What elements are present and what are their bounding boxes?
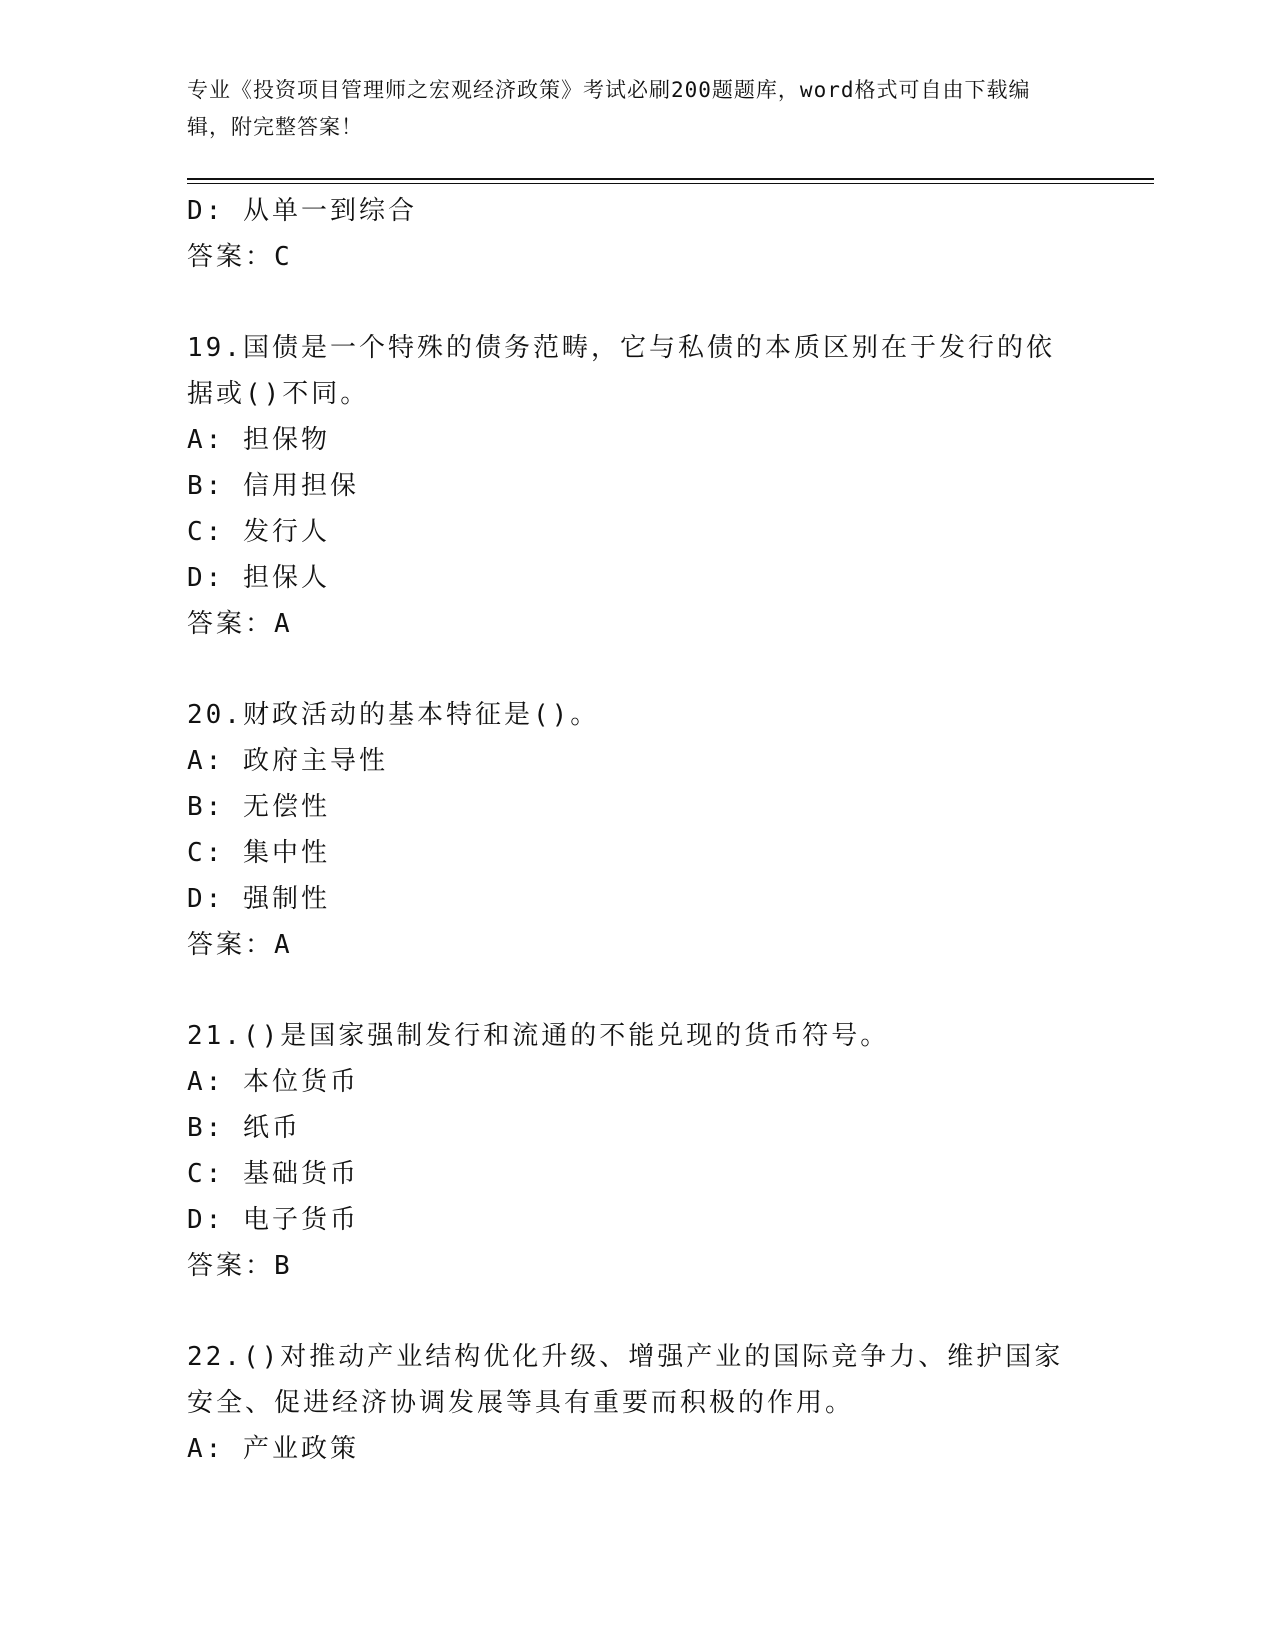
question-21 <box>187 1013 1087 1289</box>
spacer <box>187 280 1087 325</box>
option-a: A: 政府主导性 <box>187 746 388 776</box>
option-b: B: 纸币 <box>187 1113 301 1143</box>
option-d: D: 担保人 <box>187 563 330 593</box>
document-header: 专业《投资项目管理师之宏观经济政策》考试必刷200题题库，word格式可自由下载编辑，附完整答案！ <box>187 78 1031 139</box>
option-c: C: 发行人 <box>187 517 330 547</box>
header-divider-thin <box>187 183 1154 184</box>
option-b: B: 无偿性 <box>187 792 330 822</box>
option-c: C: 基础货币 <box>187 1159 359 1189</box>
question-text: 19.国债是一个特殊的债务范畴，它与私债的本质区别在于发行的依据或()不同。 <box>187 333 1055 409</box>
question-20 <box>187 692 1087 968</box>
option-d: D: 强制性 <box>187 884 330 914</box>
spacer <box>187 968 1087 1013</box>
question-text: 21.()是国家强制发行和流通的不能兑现的货币符号。 <box>187 1021 890 1051</box>
question-text: 22.()对推动产业结构优化升级、增强产业的国际竞争力、维护国家安全、促进经济协调发展等具有重要而积极的作用。 <box>187 1342 1064 1418</box>
answer: 答案：B <box>187 1251 293 1281</box>
option-a: A: 担保物 <box>187 425 330 455</box>
option-a: A: 产业政策 <box>187 1434 359 1464</box>
spacer <box>187 1289 1087 1334</box>
question-text: 20.财政活动的基本特征是()。 <box>187 700 600 730</box>
option-a: A: 本位货币 <box>187 1067 359 1097</box>
answer: 答案：A <box>187 930 293 960</box>
previous-answer: 答案：C <box>187 242 293 272</box>
spacer <box>187 647 1087 692</box>
document-body <box>187 188 1087 1472</box>
answer: 答案：A <box>187 609 293 639</box>
header-divider-thick <box>187 178 1154 180</box>
option-b: B: 信用担保 <box>187 471 359 501</box>
option-d: D: 电子货币 <box>187 1205 359 1235</box>
question-22 <box>187 1334 1087 1472</box>
previous-option-d: D: 从单一到综合 <box>187 196 417 226</box>
question-19 <box>187 325 1087 647</box>
option-c: C: 集中性 <box>187 838 330 868</box>
